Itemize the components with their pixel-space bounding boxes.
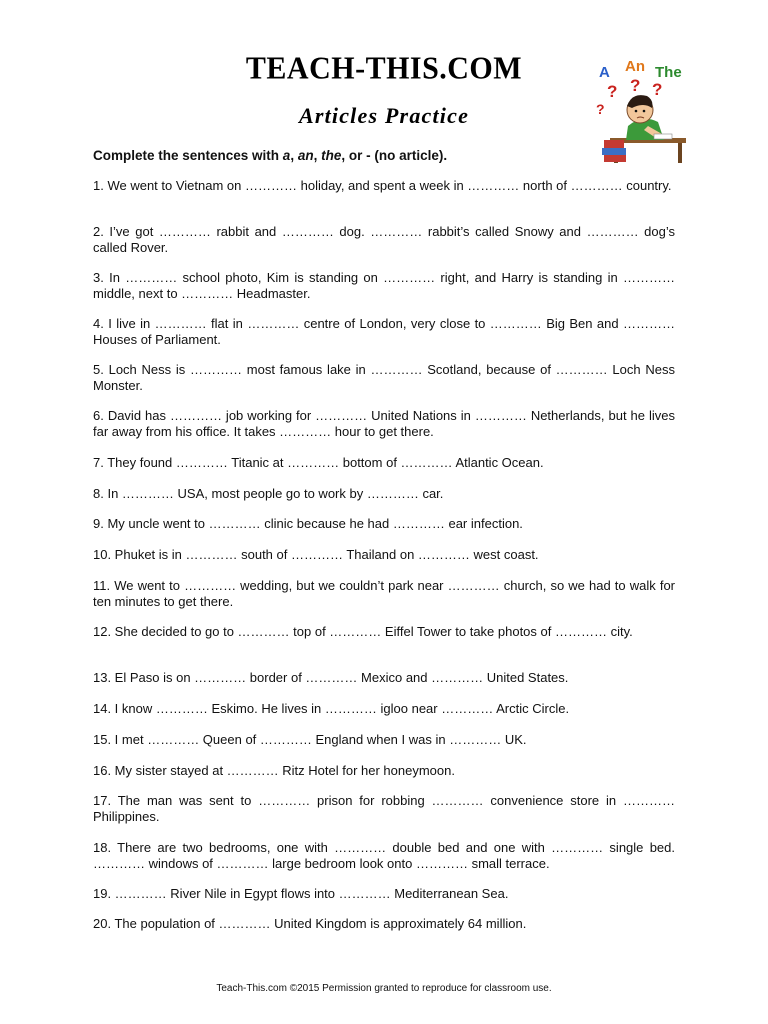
question-4: 4. I live in ………… flat in ………… centre of London, very close to ………… Big Ben and ………… Houses of Parliament.	[93, 316, 675, 347]
question-mark: ?	[596, 101, 605, 117]
separator: ,	[313, 148, 322, 163]
page-title: Articles Practice	[298, 103, 470, 128]
copyright-footer: Teach-This.com ©2015 Permission granted to reproduce for classroom use.	[216, 983, 552, 994]
question-18: 18. There are two bedrooms, one with ………… double bed and one with ………… single bed. ………… windows of ………… large bedroom look onto ………… small terrace.	[93, 840, 675, 871]
question-7: 7. They found ………… Titanic at ………… bottom of ………… Atlantic Ocean.	[93, 455, 544, 470]
clipart-word-the: The	[655, 64, 682, 81]
brand-title: TEACH-THIS.COM	[245, 51, 523, 86]
article-the: the	[321, 148, 342, 163]
question-16: 16. My sister stayed at ………… Ritz Hotel for her honeymoon.	[93, 763, 455, 778]
instructions	[93, 148, 678, 163]
question-6: 6. David has ………… job working for ………… United Nations in ………… Netherlands, but he lives far away from his office. It takes ………… hour to get there.	[93, 408, 675, 439]
question-11: 11. We went to ………… wedding, but we couldn’t park near ………… church, so we had to walk for ten minutes to get there.	[93, 578, 675, 609]
question-mark: ?	[630, 76, 641, 95]
question-19: 19. ………… River Nile in Egypt flows into ………… Mediterranean Sea.	[93, 886, 509, 901]
clipart-word-a: A	[599, 64, 610, 81]
clipart-word-an: An	[625, 58, 645, 75]
instructions-suffix: , or - (no article).	[341, 148, 448, 163]
question-20: 20. The population of ………… United Kingdom is approximately 64 million.	[93, 916, 527, 931]
question-5: 5. Loch Ness is ………… most famous lake in ………… Scotland, because of ………… Loch Ness Monster.	[93, 362, 675, 393]
instructions-text: Complete the sentences with	[93, 148, 283, 163]
question-3: 3. In ………… school photo, Kim is standing on ………… right, and Harry is standing in ………… middle, next to ………… Headmaster.	[93, 270, 675, 301]
question-1: 1. We went to Vietnam on ………… holiday, and spent a week in ………… north of ………… country.	[93, 178, 672, 193]
question-17: 17. The man was sent to ………… prison for robbing ………… convenience store in ………… Philippines.	[93, 793, 675, 824]
article-an: an	[297, 148, 314, 163]
question-mark: ?	[607, 82, 618, 101]
question-15: 15. I met ………… Queen of ………… England when I was in ………… UK.	[93, 732, 527, 747]
question-mark: ?	[652, 80, 663, 99]
question-12: 12. She decided to go to ………… top of ………… Eiffel Tower to take photos of ………… city.	[93, 624, 633, 639]
article-a: a	[282, 148, 291, 163]
question-10: 10. Phuket is in ………… south of ………… Thailand on ………… west coast.	[93, 547, 539, 562]
separator: ,	[290, 148, 298, 163]
question-2: 2. I’ve got ………… rabbit and ………… dog. ………… rabbit’s called Snowy and ………… dog’s called Rover.	[93, 224, 675, 255]
question-9: 9. My uncle went to ………… clinic because he had ………… ear infection.	[93, 516, 523, 531]
question-13: 13. El Paso is on ………… border of ………… Mexico and ………… United States.	[93, 670, 569, 685]
question-8: 8. In ………… USA, most people go to work by ………… car.	[93, 486, 444, 501]
question-14: 14. I know ………… Eskimo. He lives in ………… igloo near ………… Arctic Circle.	[93, 701, 570, 716]
